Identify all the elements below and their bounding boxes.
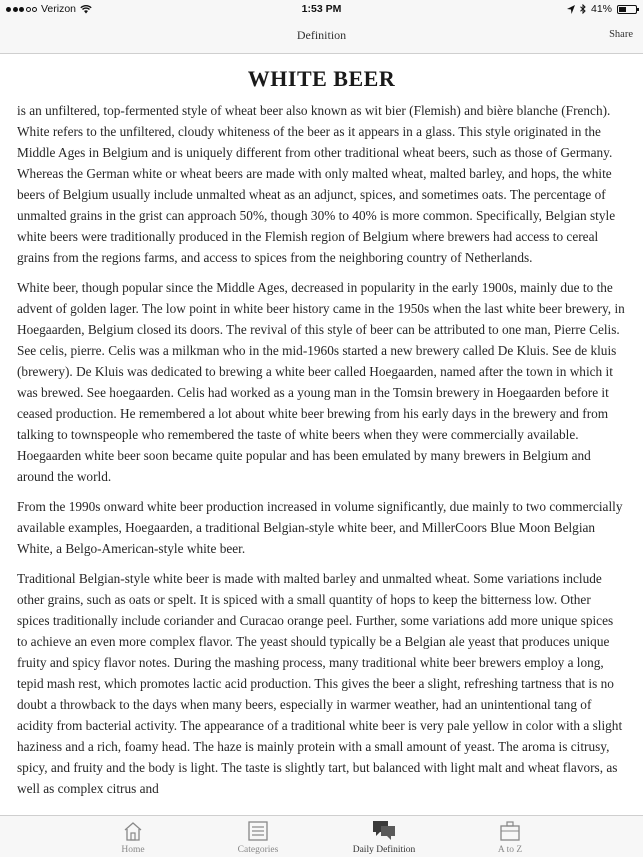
definition-content[interactable] (0, 54, 643, 816)
tab-home-label: Home (121, 845, 145, 855)
nav-title: Definition (296, 28, 347, 42)
tab-categories[interactable] (213, 816, 303, 857)
carrier-name: Verizon (41, 3, 77, 15)
status-right (567, 3, 637, 15)
tab-bar (0, 815, 643, 857)
definition-paragraph: is an unfiltered, top-fermented style of wheat beer also known as wit bier (Flemish) and bière blanche (French). White refers to the unfiltered, cloudy whiteness of the beer as it appears in a glass. This style originated in the Middle Ages in Belgium and is uniquely different from other traditional wheat beers, such as those of Germany. Whereas the German white or wheat beers are made with only malted wheat, malted barley, and hops, the white beers of Belgium usually include unmalted wheat as an adjunct, spices, and sometimes oats. The percentage of unmalted grains in the grist can approach 50%, though 30% to 40% is more common. Specifically, Belgian style white beers were traditionally produced in the Flemish region of Belgium where brewers had access to cereal grains from the regions farms, and access to spices from the neighboring country of Netherlands. (17, 103, 616, 265)
list-icon (247, 820, 269, 842)
bluetooth-icon (580, 4, 586, 14)
definition-paragraph: Traditional Belgian-style white beer is made with malted barley and unmalted wheat. Some variations include other grains, such as oats or spelt. It is spiced with a small quantity of hops to keep the bitterness low. Other spices traditionally include coriander and Curacao orange peel. Further, some variations add more unique spices to achieve an even more complex flavor. The yeast should typically be a Belgian ale yeast that produces unique fruity and spicy flavor notes. During the mashing process, many traditional white beer brewers employ a long, tepid mash rest, which promotes lactic acid production. This gives the beer a slight, refreshing tartness that is no doubt a throwback to the days when many beers, especially in warmer weather, had an unintentional tang of acidity from bacterial activity. The appearance of a traditional white beer is very pale yellow in color with a slight haziness and a rich, foamy head. The haze is mainly protein with a small amount of yeast. The aroma is citrusy, spicy, and fruity and the body is light. The taste is slightly tart, but balanced with light malt and wheat flavors, as well as complex citrus and (17, 571, 623, 796)
status-time: 1:53 PM (301, 3, 342, 15)
term-title: WHITE BEER (247, 66, 396, 91)
definition-paragraph: From the 1990s onward white beer production increased in volume significantly, due mainly to two commercially available examples, Hoegaarden, a traditional Belgian-style white beer, and MillerCoors Blue Moon Belgian White, a Belgo-American-style white beer. (17, 499, 623, 556)
briefcase-icon (499, 820, 521, 842)
battery-percent: 41% (590, 3, 612, 15)
tab-home[interactable] (88, 816, 178, 857)
tab-categories-label: Categories (237, 845, 279, 855)
location-arrow-icon (567, 5, 575, 14)
share-button[interactable]: Share (609, 29, 633, 40)
tab-a-to-z[interactable] (465, 816, 555, 857)
status-bar (0, 0, 643, 20)
tab-daily-definition[interactable] (339, 816, 429, 857)
chat-bubbles-icon (372, 820, 396, 842)
definition-paragraph: White beer, though popular since the Middle Ages, decreased in popularity in the early 1900s, mainly due to the advent of golden lager. The low point in white beer history came in the 1950s when the last white beer brewery, in Hoegaarden, Belgium closed its doors. The revival of this style of beer can be attributed to one man, Pierre Celis. See celis, pierre. Celis was a milkman who in the mid-1960s started a new brewery called De Kluis. See de kluis (brewery). De Kluis was dedicated to brewing a white beer called Hoegaarden, named after the town in which it was brewed. See hoegaarden. Celis had worked as a young man in the Tomsin brewery in Hoegaarden before it ceased production. He remembered a lot about white beer brewing from his early days in the brewery and from talking to townspeople who remembered the taste of white beers when they were commercially available. Hoegaarden white beer soon became quite popular and has been emulated by many brewers in Belgium and around the world. (17, 280, 625, 484)
navigation-bar (0, 20, 643, 54)
tab-daily-definition-label: Daily Definition (352, 845, 416, 855)
home-icon (122, 820, 144, 842)
tab-a-to-z-label: A to Z (497, 845, 523, 855)
battery-icon (617, 5, 637, 14)
